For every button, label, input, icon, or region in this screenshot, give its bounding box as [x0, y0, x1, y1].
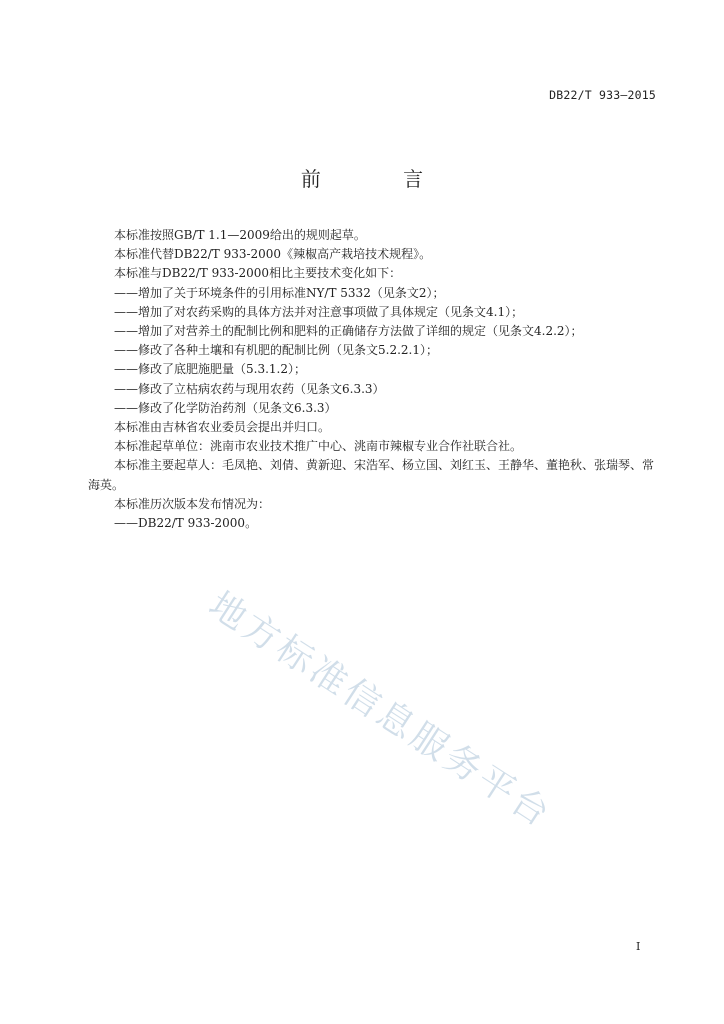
foreword-body: [88, 226, 660, 533]
paragraph: 本标准起草单位：洮南市农业技术推广中心、洮南市辣椒专业合作社联合社。: [114, 439, 523, 454]
list-item: ——修改了立枯病农药与现用农药（见条文6.3.3）: [114, 381, 385, 396]
list-item: ——增加了对农药采购的具体方法并对注意事项做了具体规定（见条文4.1）；: [114, 304, 524, 319]
paragraph: 本标准由吉林省农业委员会提出并归口。: [114, 420, 331, 435]
list-item: ——增加了对营养土的配制比例和肥料的正确储存方法做了详细的规定（见条文4.2.2）；: [114, 324, 583, 339]
paragraph: 本标准代替DB22/T 933-2000《辣椒高产栽培技术规程》。: [114, 247, 432, 262]
list-item: ——修改了各种土壤和有机肥的配制比例（见条文5.2.2.1）；: [114, 343, 438, 358]
list-item: ——增加了关于环境条件的引用标准NY/T 5332（见条文2）；: [114, 285, 445, 300]
list-item: ——DB22/T 933-2000。: [114, 516, 258, 531]
page-title: 前 言: [300, 167, 462, 191]
paragraph: 本标准与DB22/T 933-2000相比主要技术变化如下：: [114, 266, 402, 281]
watermark: 地方标准信息服务平台: [201, 584, 560, 837]
paragraph: 本标准主要起草人：毛凤艳、刘倩、黄新迎、宋浩军、杨立国、刘红玉、王静华、董艳秋、张瑞琴、常海英。: [88, 458, 655, 492]
page-number: I: [636, 940, 641, 953]
list-item: ——修改了化学防治药剂（见条文6.3.3）: [114, 400, 337, 415]
standard-code: DB22/T 933—2015: [549, 88, 656, 102]
paragraph: 本标准按照GB/T 1.1—2009给出的规则起草。: [114, 228, 366, 242]
paragraph: 本标准历次版本发布情况为：: [114, 496, 271, 511]
list-item: ——修改了底肥施肥量（5.3.1.2）；: [114, 362, 306, 377]
